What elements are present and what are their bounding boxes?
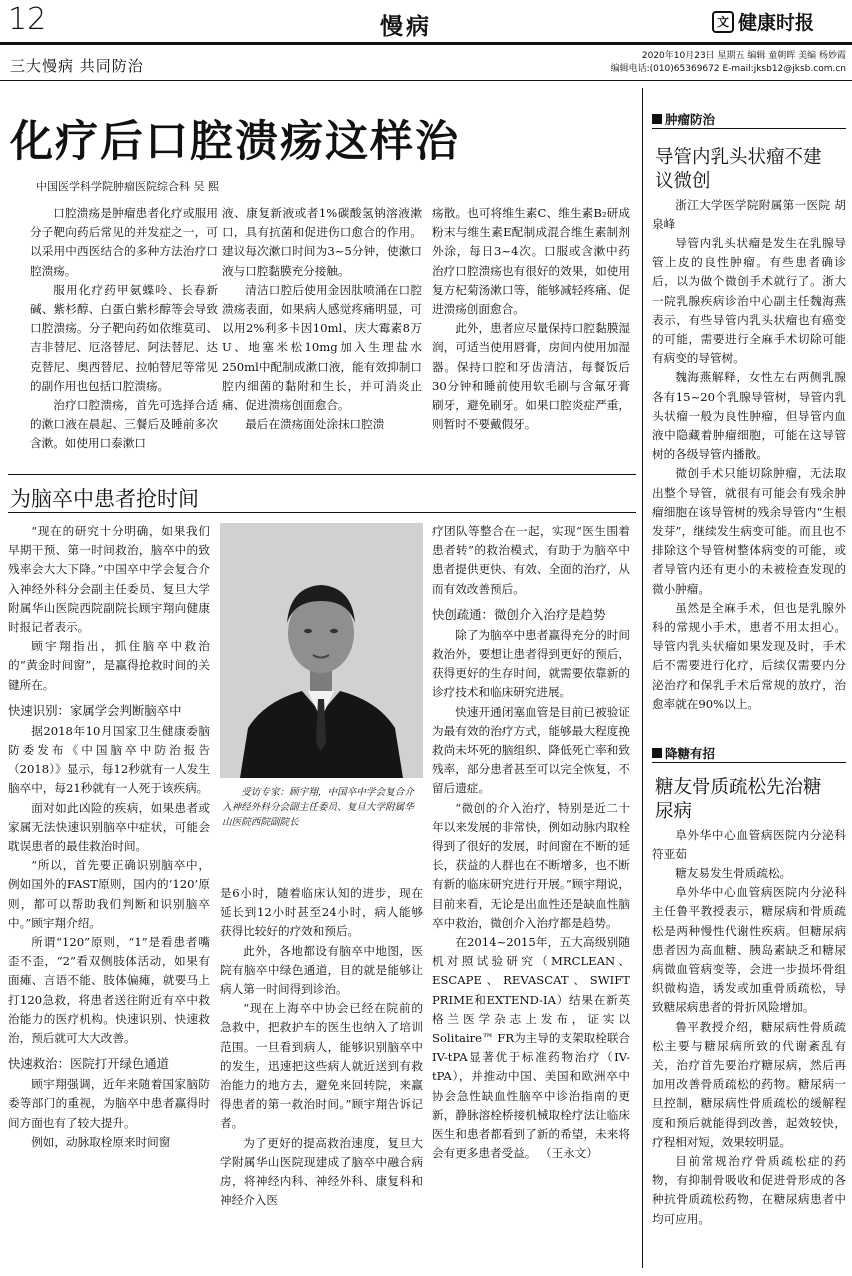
paragraph: 除了为脑卒中患者赢得充分的时间救治外，要想让患者得到更好的预后，获得更好的生存时间，就需要依靠新的诊疗技术和临床研究进展。 bbox=[432, 627, 630, 700]
paragraph: 此外，各地都设有脑卒中地图，医院有脑卒中绿色通道，目的就是能够让病人第一时间得到诊治。 bbox=[220, 943, 423, 997]
tag-square-icon bbox=[652, 114, 662, 124]
paragraph: 顾宇翔指出，抓住脑卒中救治的“黄金时间窗”，是赢得抢救时间的关键所在。 bbox=[8, 639, 210, 692]
article2-title-rule bbox=[8, 512, 636, 513]
paragraph: 阜外华中心血管病医院内分泌科主任鲁平教授表示，糖尿病和骨质疏松是两种慢性代谢性疾病。但糖尿病患者因为高血糖、胰岛素缺乏和糖尿病微血管病变等，会进一步损坏骨组织微构造，诱发或加重骨质疏松，导致糖尿病患者的骨折风险增加。 bbox=[652, 885, 846, 1015]
paragraph: 最后在溃疡面处涂抹口腔溃 bbox=[245, 417, 385, 432]
paragraph: 虽然是全麻手术，但也是乳腺外科的常规小手术，患者不用太担心。导管内乳头状瘤如果发现及时，手术后不需要进行化疗，后续仅需要内分泌治疗和保乳手术后常规的放疗，治愈率就在90%以上。 bbox=[652, 600, 846, 711]
section-title: 慢病 bbox=[380, 14, 432, 40]
paragraph: 魏海燕解释，女性左右两侧乳腺各有15~20个乳腺导管树，导管内乳头状瘤一般为良性肿瘤，但导管内血液中隐藏着肿瘤细胞，可能在这导管树的各级导管内播散。 bbox=[652, 370, 846, 462]
article2-headline: 为脑卒中患者抢时间 bbox=[10, 487, 199, 511]
paragraph: “微创的介入治疗，特别是近二十年以来发展的非常快，例如动脉内取栓得到了很好的发展，时间窗在不断的延长，获益的人群也在不断增多，也不断有新的临床研究进行开展。”顾宇翔说，目前来看，无论是出血性还是缺血性脑卒中救治，微创介入治疗都是趋势。 bbox=[432, 800, 630, 930]
edition-contact: 编辑电话:(010)65369672 E-mail:jksb12@jksb.com.cn bbox=[610, 64, 846, 74]
paragraph: 为了更好的提高救治速度，复旦大学附属华山医院现建成了脑卒中融合病房，将神经内科、神经外科、康复科和神经介入医 bbox=[220, 1135, 423, 1208]
paragraph: 微创手术只能切除肿瘤，无法取出整个导管，就很有可能会有残余肿瘤细胞在该导管树的残余导管内“生根发芽”，继续发生病变可能。而且也不排除这个导管树整体病变的可能，或者导管内还有更小的未被检查发现的微小肿瘤。 bbox=[652, 466, 846, 596]
subheading: 快创疏通：微创介入治疗是趋势 bbox=[432, 606, 606, 622]
sidebar-author-2: 阜外华中心血管病医院内分泌科 符亚茹 bbox=[652, 828, 846, 861]
article2-column-2 bbox=[220, 884, 423, 1264]
paragraph: 糖友易发生骨质疏松。 bbox=[675, 866, 792, 880]
subheading: 快速识别：家属学会判断脑卒中 bbox=[8, 702, 182, 718]
paragraph: 清洁口腔后使用金因肽喷涌在口腔溃疡表面，如果病人感觉疼痛明显，可以用2%利多卡因10ml、庆大霉素8万U、地塞米松10mg加入生理盐水250ml中配制成漱口液，能有效抑制口腔内细菌的黏附和生长，并可消炎止痛、促进溃疡创面愈合。 bbox=[222, 282, 422, 413]
paragraph: 此外，患者应尽量保持口腔黏膜湿润，可适当使用唇膏，房间内使用加湿器。保持口腔和牙齿清洁，每餐饭后30分钟和睡前使用软毛刷与含氟牙膏刷牙，避免刷牙。如果口腔炎症严重，则暂时不要戴假牙。 bbox=[432, 321, 630, 432]
tag-label: 肿瘤防治 bbox=[665, 112, 716, 127]
subheading: 快速救治：医院打开绿色通道 bbox=[8, 1056, 170, 1072]
sidebar-title-2: 糖友骨质疏松先治糖尿病 bbox=[655, 777, 822, 822]
sidebar-column-1 bbox=[652, 196, 846, 732]
paragraph: 液、康复新液或者1%碳酸氢钠溶液漱口，具有抗菌和促进伤口愈合的作用。建议每次漱口时间为3~5分钟，使漱口液与口腔黏膜充分接触。 bbox=[222, 206, 422, 278]
photo-caption: 受访专家：顾宇翔，中国卒中学会复合介入神经外科分会副主任委员、复旦大学附属华山医院西院副院长 bbox=[222, 787, 414, 828]
section-slogan: 三大慢病 共同防治 bbox=[10, 57, 144, 75]
article-divider bbox=[8, 474, 636, 475]
sidebar-author-1: 浙江大学医学院附属第一医院 胡泉峰 bbox=[652, 198, 846, 231]
paragraph: 口腔溃疡是肿瘤患者化疗或服用分子靶向药后常见的并发症之一，可以采用中西医结合的多种方法治疗口腔溃疡。 bbox=[30, 206, 218, 278]
paragraph: 鲁平教授介绍，糖尿病性骨质疏松主要与糖尿病所致的代谢紊乱有关，治疗首先要治疗糖尿病，然后再加用改善骨质疏松的药物。糖尿病一旦控制，糖尿病性骨质疏松的缓解程度和预后就能得到改善，起效较快，疗程相对短，效果较明显。 bbox=[652, 1019, 846, 1149]
sidebar-tag-oncology bbox=[652, 110, 715, 128]
header-bottom-rule bbox=[0, 80, 852, 81]
article1-column-2 bbox=[222, 204, 422, 470]
sidebar-divider bbox=[642, 88, 643, 1268]
paragraph: 在2014~2015年，五大高级别随机对照试验研究（MRCLEAN、ESCAPE、REVASCAT、SWIFT PRIME和EXTEND-IA）结果在新英格兰医学杂志上发布，证实以Solitaire™ FR为主导的支架取栓联合IV-tPA显著优于标准药物治疗（IV-tPA），并推动中国、美国和欧洲卒中协会急性缺血性脑卒中诊治指南的更新，静脉溶栓桥接机械取栓疗法让临床医生和患者都看到了新的希望，未来将会有更多患者受益。 （王永文） bbox=[432, 935, 630, 1161]
paragraph: “所以，首先要正确识别脑卒中，例如国外的FAST原则，国内的‘120’原则，都可以帮助我们判断和识别脑卒中。”顾宇翔介绍。 bbox=[8, 858, 210, 930]
paragraph: 是6小时，随着临床认知的进步，现在延长到12小时甚至24小时，病人能够获得比较好的疗效和预后。 bbox=[220, 886, 423, 939]
article1-headline: 化疗后口腔溃疡这样治 bbox=[10, 117, 460, 167]
tag-square-icon bbox=[652, 748, 662, 758]
expert-portrait-image bbox=[220, 523, 423, 778]
tag-label: 降糖有招 bbox=[665, 746, 716, 761]
edition-meta bbox=[560, 50, 846, 76]
sidebar-title-1: 导管内乳头状瘤不建议微创 bbox=[655, 147, 822, 192]
logo-text: 健康时报 bbox=[738, 12, 815, 34]
paragraph: 据2018年10月国家卫生健康委脑防委发布《中国脑卒中防治报告（2018）》显示，每12秒就有一人发生脑卒中，每21秒就有一人死于该疾病。 bbox=[8, 723, 210, 796]
paragraph: 治疗口腔溃疡，首先可选择合适的漱口液在晨起、三餐后及睡前多次含漱。如使用口泰漱口 bbox=[30, 398, 218, 451]
page-number: 12 bbox=[8, 2, 47, 37]
article1-byline: 中国医学科学院肿瘤医院综合科 吴 熙 bbox=[36, 180, 219, 193]
article1-column-1 bbox=[30, 204, 218, 470]
paragraph: 疗团队等整合在一起，实现“医生围着患者转”的救治模式，有助于为脑卒中患者提供更快、有效、全面的治疗，从而有效改善预后。 bbox=[432, 524, 630, 596]
paragraph: 导管内乳头状瘤是发生在乳腺导管上皮的良性肿瘤。有些患者确诊后，以为做个微创手术就行了。浙大一院乳腺疾病诊治中心副主任魏海燕表示，有些导管内乳头状瘤也有癌变的可能，需要进行全麻手术切除可能有病变的导管树。 bbox=[652, 236, 846, 366]
paragraph: 服用化疗药甲氨蝶呤、长春新碱、紫杉醇、白蛋白紫杉醇等会导致口腔溃疡。分子靶向药如依维莫司、吉非替尼、厄洛替尼、阿法替尼、达克替尼、奥西替尼、拉帕替尼等常见的副作用也包括口腔溃疡。 bbox=[30, 282, 218, 393]
article2-column-3 bbox=[432, 522, 630, 1264]
article1-column-3 bbox=[432, 204, 630, 470]
paragraph: 快速开通闭塞血管是目前已被验证为最有效的治疗方式，能够最大程度挽救尚未坏死的脑组织、降低死亡率和致残率，部分患者甚至可以完全恢复，不留后遗症。 bbox=[432, 704, 630, 796]
paragraph: 目前常规治疗骨质疏松症的药物，有抑制骨吸收和促进骨形成的各种抗骨质疏松药物，在糖尿病患者中均可应用。 bbox=[652, 1154, 846, 1226]
sidebar-tag2-rule bbox=[652, 762, 846, 763]
paragraph: 所谓“120”原则，“1”是看患者嘴歪不歪，“2”看双侧肢体活动，如果有面瘫、言语不能、肢体偏瘫，就要马上打120急救，将患者送往附近有卒中救治能力的医疗机构。快速识别、快速救治，预后就可大大改善。 bbox=[8, 935, 210, 1046]
sidebar-column-2 bbox=[652, 826, 846, 1266]
article2-column-1 bbox=[8, 522, 210, 1262]
paragraph: “现在上海卒中协会已经在院前的急救中，把救护车的医生也纳入了培训范围。一旦看到病人，能够识别脑卒中的发生，迅速把这些病人就近送到有救治能力的地方去，避免来回转院，来赢得患者的第一救治时间。”顾宇翔告诉记者。 bbox=[220, 1001, 423, 1131]
paragraph: 疡散。也可将维生素C、维生素B₂研成粉末与维生素E配制成混合维生素制剂外涂，每日3~4次。口服或含漱中药治疗口腔溃疡也有很好的效果，如使用复方杞菊汤漱口等，能够减轻疼痛、促进溃疡创面愈合。 bbox=[432, 206, 630, 317]
newspaper-logo bbox=[712, 8, 814, 35]
paragraph: “现在的研究十分明确，如果我们早期干预、第一时间救治，脑卒中的致残率会大大下降。”中国卒中学会复合介入神经外科分会副主任委员、复旦大学附属华山医院西院副院长顾宇翔向健康时报记者表示。 bbox=[8, 524, 210, 635]
sidebar-tag-diabetes bbox=[652, 744, 715, 762]
expert-photo bbox=[220, 523, 423, 778]
paragraph: 面对如此凶险的疾病，如果患者或家属无法快速识别脑卒中症状，可能会耽误患者的最佳救治时间。 bbox=[8, 800, 210, 854]
sidebar-tag1-rule bbox=[652, 128, 846, 129]
paragraph: 例如，动脉取栓原来时间窗 bbox=[31, 1134, 171, 1149]
masthead-rule bbox=[0, 42, 852, 45]
paragraph: 顾宇翔强调，近年来随着国家脑防委等部门的重视，为脑卒中患者赢得时间方面也有了较大提升。 bbox=[8, 1077, 210, 1130]
logo-mark-icon: 文 bbox=[712, 11, 734, 33]
edition-date-editors: 2020年10月23日 星期五 编辑 童朝晖 美编 杨妙霞 bbox=[641, 51, 846, 61]
